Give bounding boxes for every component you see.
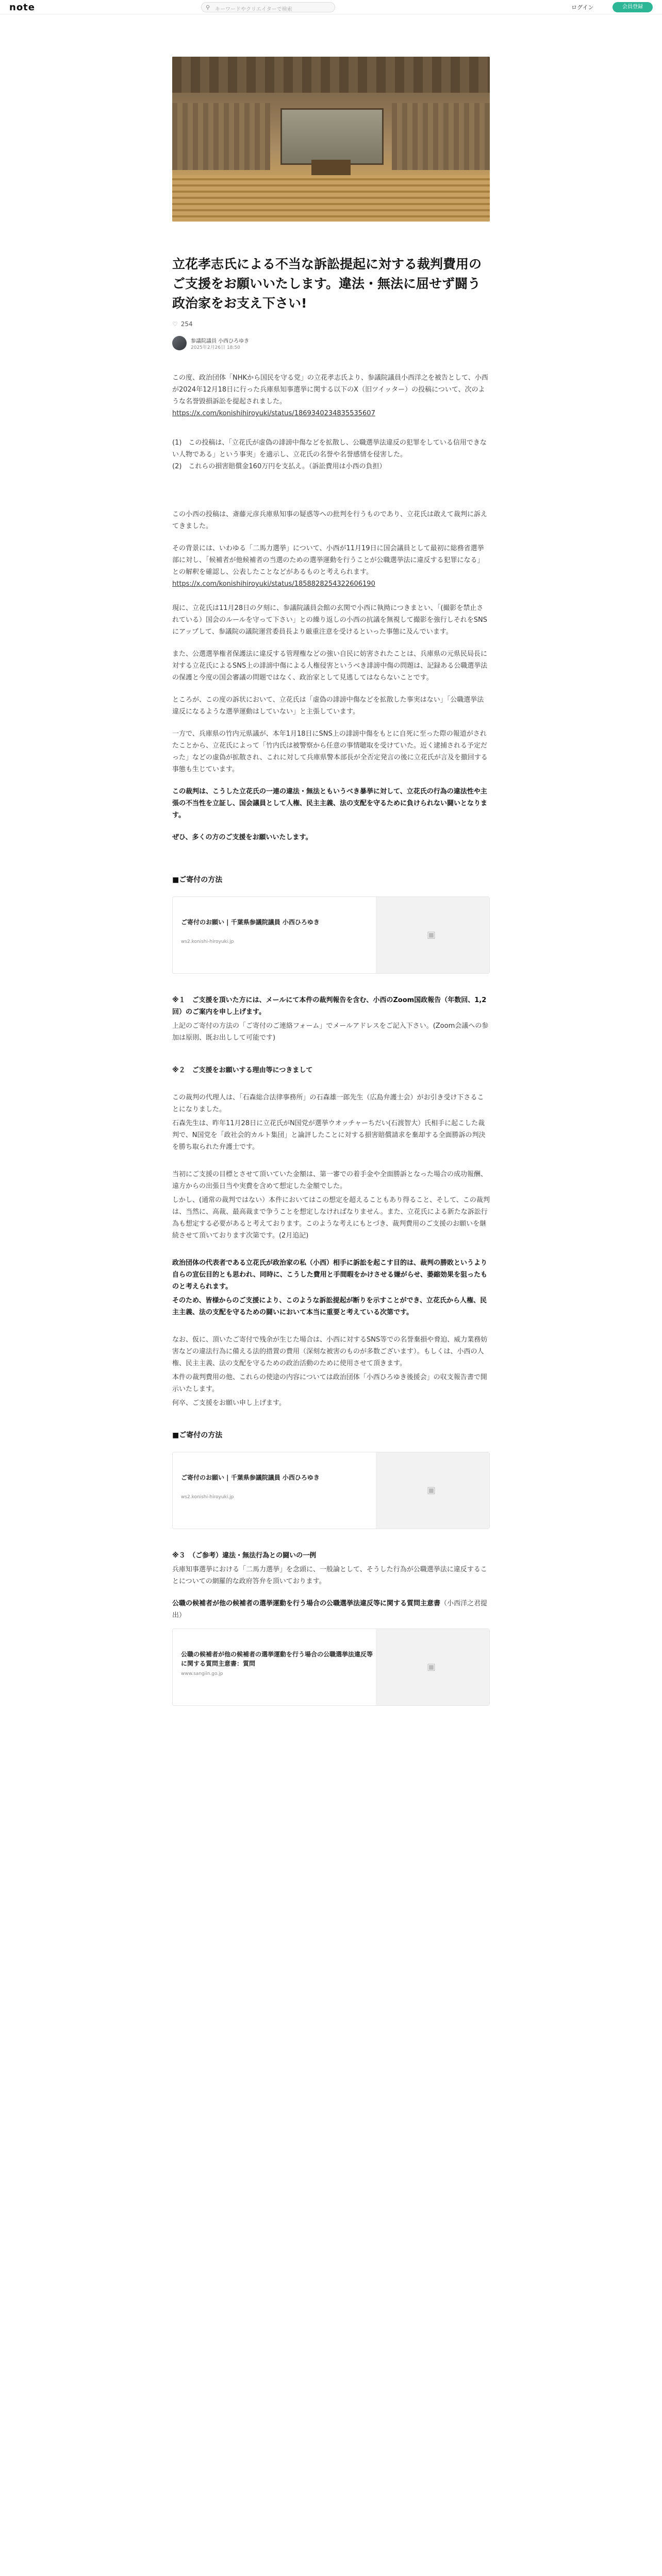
paragraph: 石森先生は、昨年11月28日に立花氏がN国党が選挙ウオッチャーちだい(石渡智大）氏相手に起こした裁判で、N国党を「政社会的カルト集団」と論評したことに対する損害賠償請求を棄却する全面勝訴の判決を勝ち取られた弁護士です。 xyxy=(172,1120,486,1151)
paragraph: この小西の投稿は、斎藤元彦兵庫県知事の疑惑等への批判を行うものであり、立花氏は敢えて裁判に訴えてきました。 xyxy=(172,511,488,530)
link-card-title: 公職の候補者が他の候補者の選挙運動を行う場合の公職選挙法違反等に関する質問主意書：質問 xyxy=(181,1651,373,1667)
heart-icon: ♡ xyxy=(172,320,178,328)
paragraph: (1) この投稿は、「立花氏が虚偽の誹謗中傷などを拡散し、公職選挙法違反の犯罪をしている信用できない人物である」という事実」を適示し、立花氏の名誉や名誉感情を侵害した。 (2) これらの損害賠償金160万円を支払え。（訴訟費用は小西の負担） xyxy=(172,439,487,470)
link-card-url: ws2.konishi-hiroyuki.jp xyxy=(181,939,234,944)
link-card-title: ご寄付のお願い | 千葉県参議院議員 小西ひろゆき xyxy=(181,919,320,926)
hero-image xyxy=(172,57,490,222)
image-placeholder-icon: ▣ xyxy=(427,1485,436,1496)
note-title: ※２ ご支援をお願いする理由等につきまして xyxy=(172,1066,313,1074)
site-logo[interactable]: note xyxy=(9,2,35,13)
avatar[interactable] xyxy=(172,336,187,350)
link-card-sangiin[interactable] xyxy=(172,1629,490,1706)
paragraph: 何卒、ご支援をお願い申し上げます。 xyxy=(172,1399,286,1407)
paragraph-bold: そのため、皆様からのご支援により、このような訴訟提起が断りを示すことができ、立花氏から人権、民主主義、法の支配を守るための闘いにおいて本当に重要と考えている次第です。 xyxy=(172,1297,487,1316)
image-placeholder-icon: ▣ xyxy=(427,1662,436,1672)
search-box[interactable] xyxy=(201,2,335,12)
paragraph: この度、政治団体「NHKから国民を守る党」の立花孝志氏より、参議院議員小西洋之を被告として、小西が2024年12月18日に行った兵庫県知事選挙に関する以下のX（旧ツイッター）の投稿について、次のような名誉毀損訴訟を提起されました。 xyxy=(172,374,488,405)
publish-date: 2025年2月26日 18:50 xyxy=(191,345,240,350)
search-placeholder: キーワードやクリエイターで検索 xyxy=(215,7,292,12)
paragraph: 一方で、兵庫県の竹内元県議が、本年1月18日にSNS上の誹謗中傷をもとに自死に至った際の報道がされたことから、立花氏によって「竹内氏は被警察から任意の事情聴取を受けていた。近く逮捕される予定だった」などの虚偽が拡散され、これに対して兵庫県警本部長が全否定発言の後に立花氏が言及を撤回する事態も生じています。 xyxy=(172,730,488,773)
link-card-thumbnail xyxy=(376,897,489,973)
like-count-top[interactable]: ♡ 254 xyxy=(172,320,193,328)
link-card-thumbnail xyxy=(376,1452,489,1529)
link-card-donation[interactable] xyxy=(172,1452,490,1529)
paragraph: しかし、(通常の裁判ではない）本件においてはこの想定を超えることもあり得ること、そして、この裁判は、当然に、高裁、最高裁まで争うことを想定しなければなりません。また、立花氏による新たな訴訟行為も想定する必要があると考えております。このような考えにもとづき、裁判費用のご支援のお願いを継続させて頂いております次第です。(2月追記) xyxy=(172,1196,490,1240)
paragraph-bold: この裁判は、こうした立花氏の一連の違法・無法ともいうべき暴挙に対して、立花氏の行為の違法性や主張の不当性を立証し、国会議員として人権、民主主義、法の支配を守るために負けられない闘いとなります。 xyxy=(172,788,488,819)
link-card-url: ws2.konishi-hiroyuki.jp xyxy=(181,1495,234,1500)
question-submitter: （小西洋之君提出） xyxy=(172,1600,488,1619)
article-body xyxy=(172,372,490,1706)
paragraph: 本件の裁判費用の他、これらの使途の内容については政治団体「小西ひろゆき後援会」の収支報告書で開示いたします。 xyxy=(172,1374,487,1393)
x-post-link[interactable]: https://x.com/konishihiroyuki/status/1858828254322606190 xyxy=(172,580,375,588)
paragraph: なお、仮に、頂いたご寄付で残余が生じた場合は、小西に対するSNS等での名誉棄損や脅迫、威力業務妨害などの違法行為に備える法的措置の費用（深刻な被害のものが多数ございます）。もしくは、小西の人権、民主主義、法の支配を守るための政治活動のために使用させて頂きます。 xyxy=(172,1336,488,1367)
section-heading: ■ご寄付の方法 xyxy=(172,876,223,884)
paragraph-bold: 政治団体の代表者である立花氏が政治家の私（小西）相手に訴訟を起こす目的は、裁判の勝敗というより自らの宣伝目的とも思われ、同時に、こうした費用と手間暇をかけさせる嫌がらせ、萎縮効果を狙ったものと考えられます。 xyxy=(172,1259,488,1291)
signup-button[interactable]: 会員登録 xyxy=(613,2,653,12)
paragraph: 現に、立花氏は11月28日の夕刻に、参議院議員会館の玄関で小西に執拗につきまとい、「(撮影を禁止されている）国会のルールを守って下さい」との繰り返しの小西の抗議を無視して撮影を強行しそれをSNSにアップして、参議院の議院運営委員長より厳重注意を受けるといった事態に及んでいます。 xyxy=(172,604,487,636)
paragraph: ところが、この度の訴状において、立花氏は「虚偽の誹謗中傷などを拡散した事実はない」「公職選挙法違反になるような選挙運動はしていない」と主張しています。 xyxy=(172,696,484,716)
search-icon: ⚲ xyxy=(206,4,210,11)
note-body: 兵庫知事選挙における「二馬力選挙」を念頭に、一般論として、そうした行為が公職選挙法に違反することについての網羅的な政府答弁を頂いております。 xyxy=(172,1566,487,1585)
author-name[interactable]: 参議院議員 小西ひろゆき xyxy=(191,338,250,344)
note-body: 上記のご寄付の方法の「ご寄付のご連絡フォーム」でメールアドレスをご記入下さい。(Zoom会議への参加は原則、既お出しして可能です) xyxy=(172,1022,489,1042)
note-title: ※３ （ご参考）違法・無法行為との闘いの一例 xyxy=(172,1552,317,1560)
link-card-title: ご寄付のお願い | 千葉県参議院議員 小西ひろゆき xyxy=(181,1474,320,1481)
paragraph: また、公選選挙権者保護法に違反する管理権などの強い自民に妨害されたことは、兵庫県の元県民局長に対する立花氏によるSNS上の誹謗中傷による人権侵害というべき誹謗中傷の問題は、記録ある公職選挙法の保護と今度の国会審議の問題ではなく、政治家として見逃してはならないことです。 xyxy=(172,650,488,682)
paragraph: 当初にご支援の目標とさせて頂いていた金額は、第一審での着手金や全面勝訴となった場合の成功報酬、遠方からの出張日当や実費を含めて想定した金額でした。 xyxy=(172,1171,488,1190)
image-placeholder-icon: ▣ xyxy=(427,929,436,940)
top-bar xyxy=(0,0,662,14)
login-link[interactable]: ログイン xyxy=(571,4,594,11)
paragraph: この裁判の代理人は、「石森総合法律事務所」の石森雄一郎先生（広島弁護士会）がお引き受け下さることになりました。 xyxy=(172,1094,484,1113)
article xyxy=(172,57,490,1720)
section-heading: ■ご寄付の方法 xyxy=(172,1431,223,1439)
link-card-donation[interactable] xyxy=(172,896,490,974)
link-card-thumbnail xyxy=(376,1629,489,1705)
paragraph: その背景には、いわゆる「二馬力選挙」について、小西が11月19日に国会議員として最初に総務省選挙部に対し、「候補者が他候補者の当選のための選挙運動を行うことが公職選挙法に違反する犯罪になる」との解釈を確認し、公表したことなどがあるものと考えられます。 xyxy=(172,545,484,576)
note-title: ※１ ご支援を頂いた方には、メールにて本件の裁判報告を含む、小西のZoom国政報告（年数回、1,2回）のご案内を申し上げます。 xyxy=(172,996,487,1016)
x-post-link[interactable]: https://x.com/konishihiroyuki/status/1869340234835535607 xyxy=(172,410,375,417)
article-title: 立花孝志氏による不当な訴訟提起に対する裁判費用のご支援をお願いいたします。違法・無法に屈せず闘う政治家をお支え下さい! xyxy=(172,257,482,311)
author-row[interactable] xyxy=(172,335,490,352)
paragraph-bold: ぜひ、多くの方のご支援をお願いいたします。 xyxy=(172,834,312,841)
link-card-url: www.sangiin.go.jp xyxy=(181,1671,223,1676)
question-title: 公職の候補者が他の候補者の選挙運動を行う場合の公職選挙法違反等に関する質問主意書 xyxy=(172,1600,441,1607)
